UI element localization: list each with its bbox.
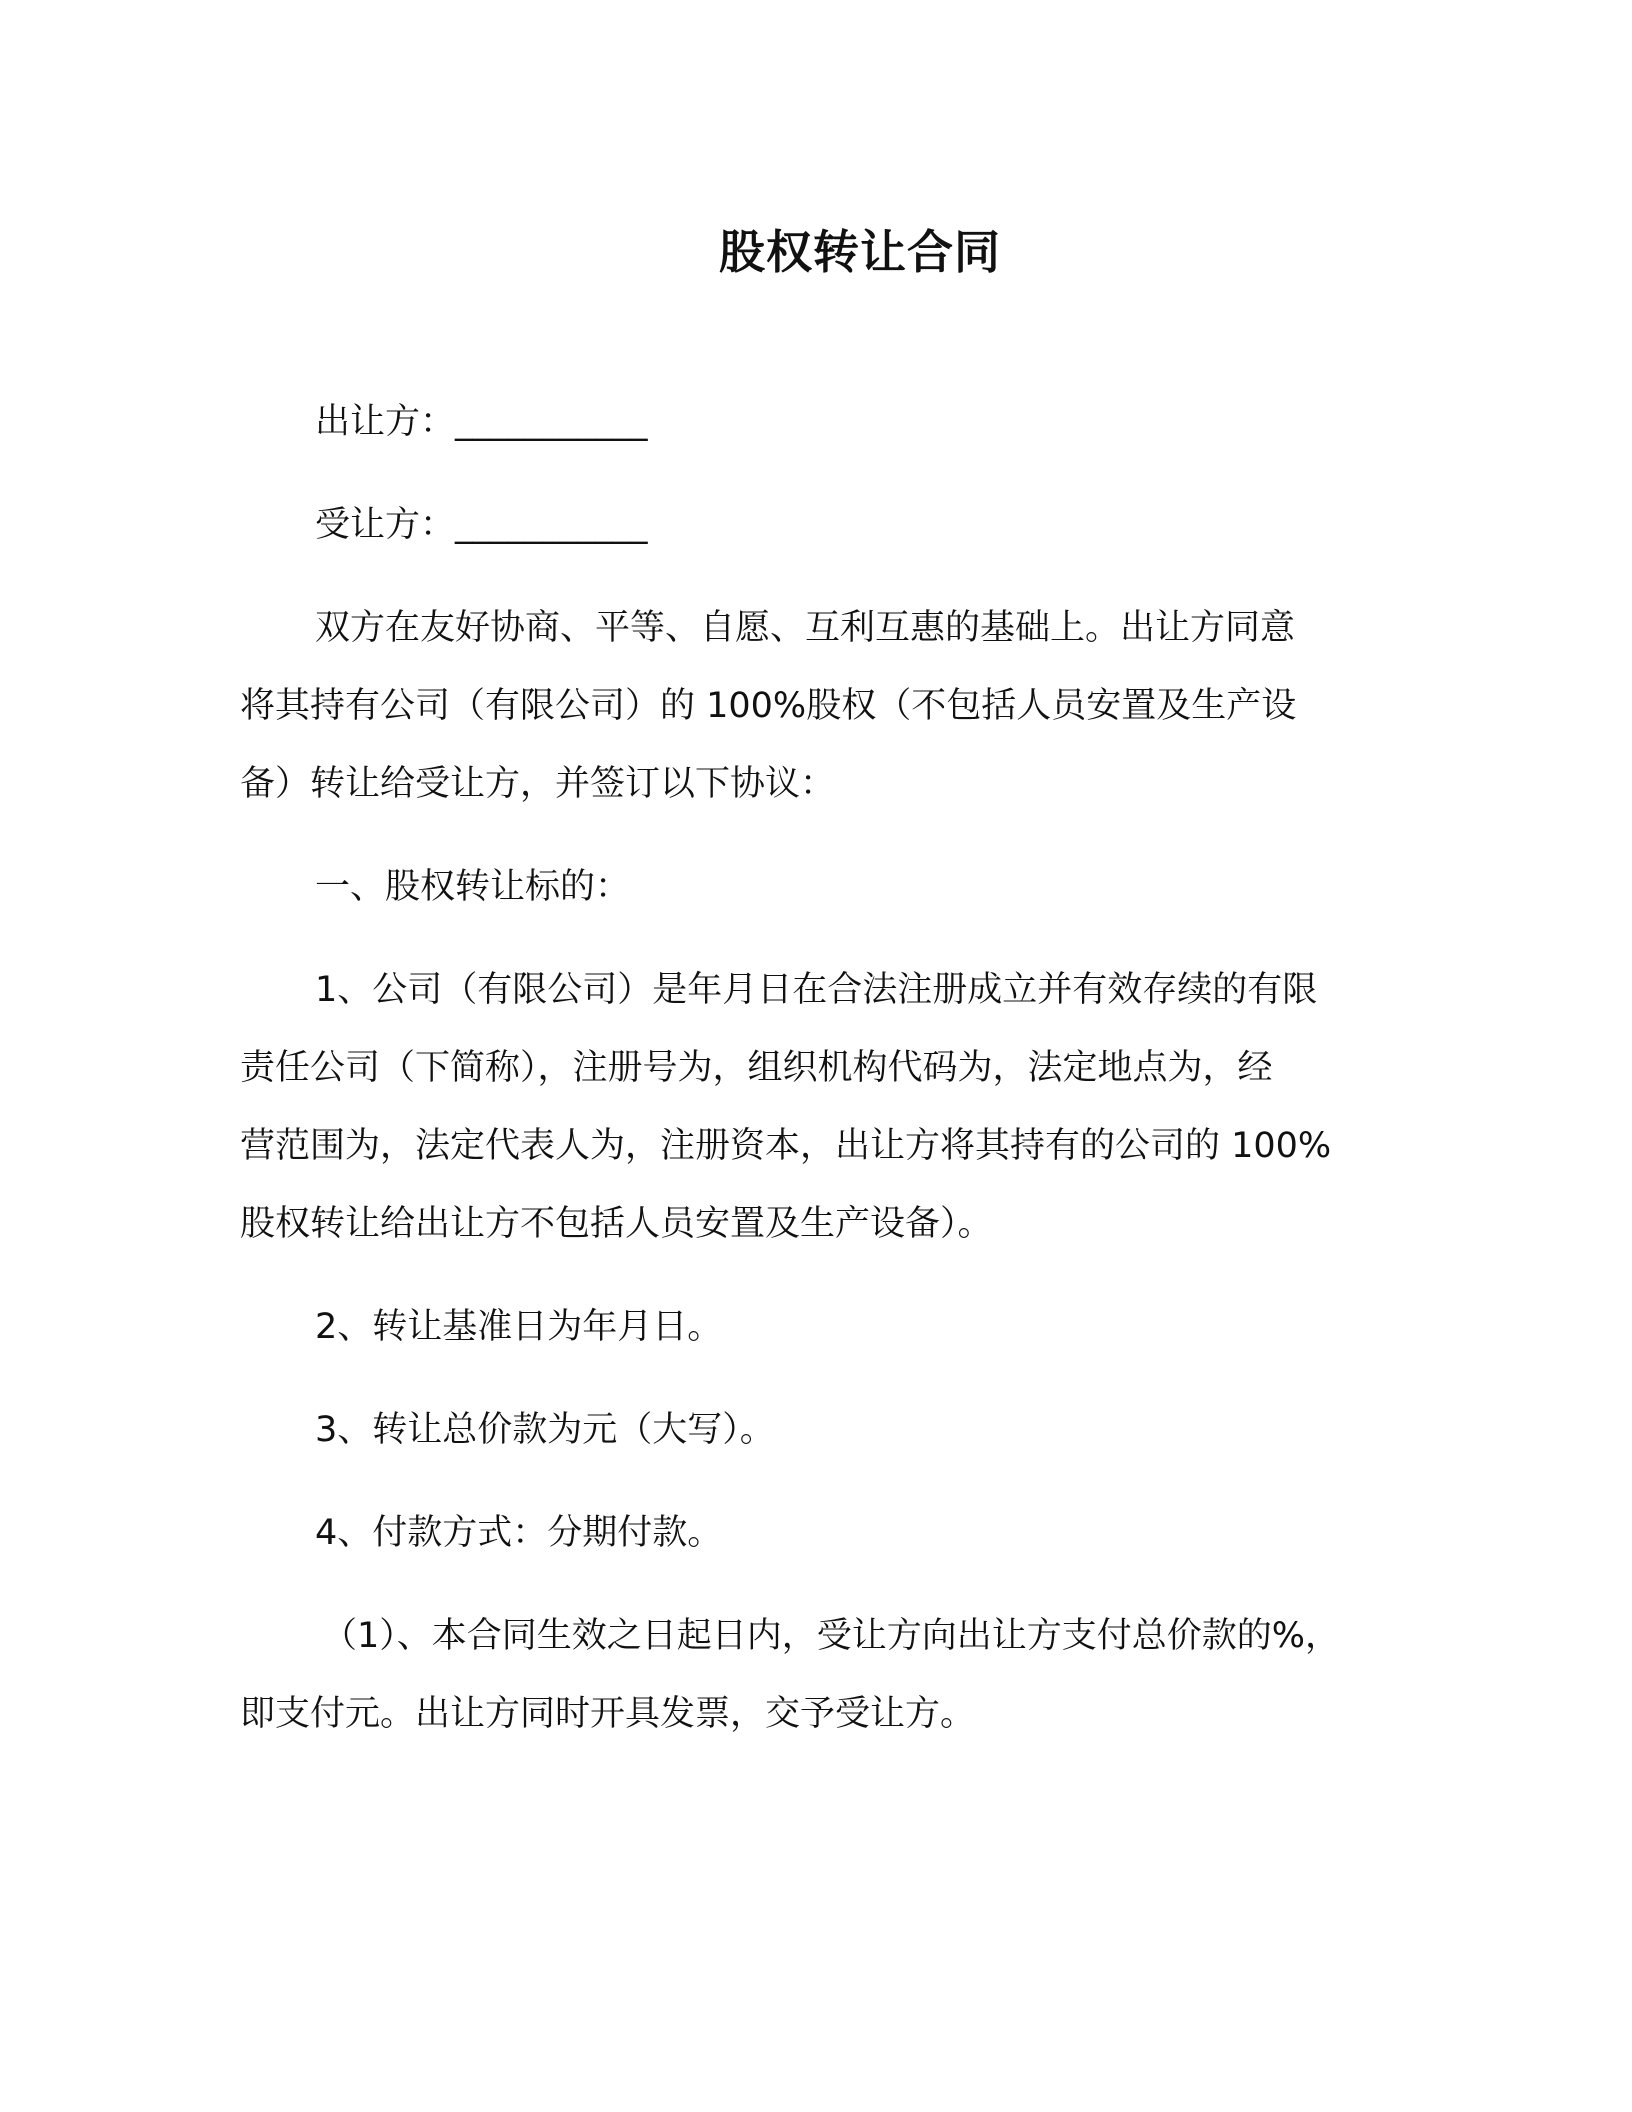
document-title: 股权转让合同 xyxy=(719,225,1001,279)
item-2: 2、转让基准日为年月日。 xyxy=(315,1307,723,1347)
item-4-1-line-2: 即支付元。出让方同时开具发票，交予受让方。 xyxy=(240,1694,976,1734)
section-heading: 一、股权转让标的： xyxy=(315,867,631,907)
item-1-line-3: 营范围为，法定代表人为，注册资本，出让方将其持有的公司的 100% xyxy=(240,1126,1332,1166)
intro-line-3: 备）转让给受让方，并签订以下协议： xyxy=(240,764,836,804)
item-4: 4、付款方式：分期付款。 xyxy=(315,1513,723,1553)
intro-line-2: 将其持有公司（有限公司）的 100%股权（不包括人员安置及生产设 xyxy=(240,686,1297,726)
item-4-1-line-1: （1）、本合同生效之日起日内，受让方向出让方支付总价款的%， xyxy=(322,1616,1341,1656)
item-1-line-4: 股权转让给出让方不包括人员安置及生产设备）。 xyxy=(240,1204,993,1244)
transferor-line: 出让方：___________ xyxy=(315,402,648,442)
transferee-line: 受让方：___________ xyxy=(315,505,648,545)
item-1-line-1: 1、公司（有限公司）是年月日在合法注册成立并有效存续的有限 xyxy=(315,970,1318,1010)
intro-line-1: 双方在友好协商、平等、自愿、互利互惠的基础上。出让方同意 xyxy=(315,608,1296,648)
item-3: 3、转让总价款为元（大写）。 xyxy=(315,1410,775,1450)
item-1-line-2: 责任公司（下简称），注册号为，组织机构代码为，法定地点为，经 xyxy=(240,1048,1273,1088)
